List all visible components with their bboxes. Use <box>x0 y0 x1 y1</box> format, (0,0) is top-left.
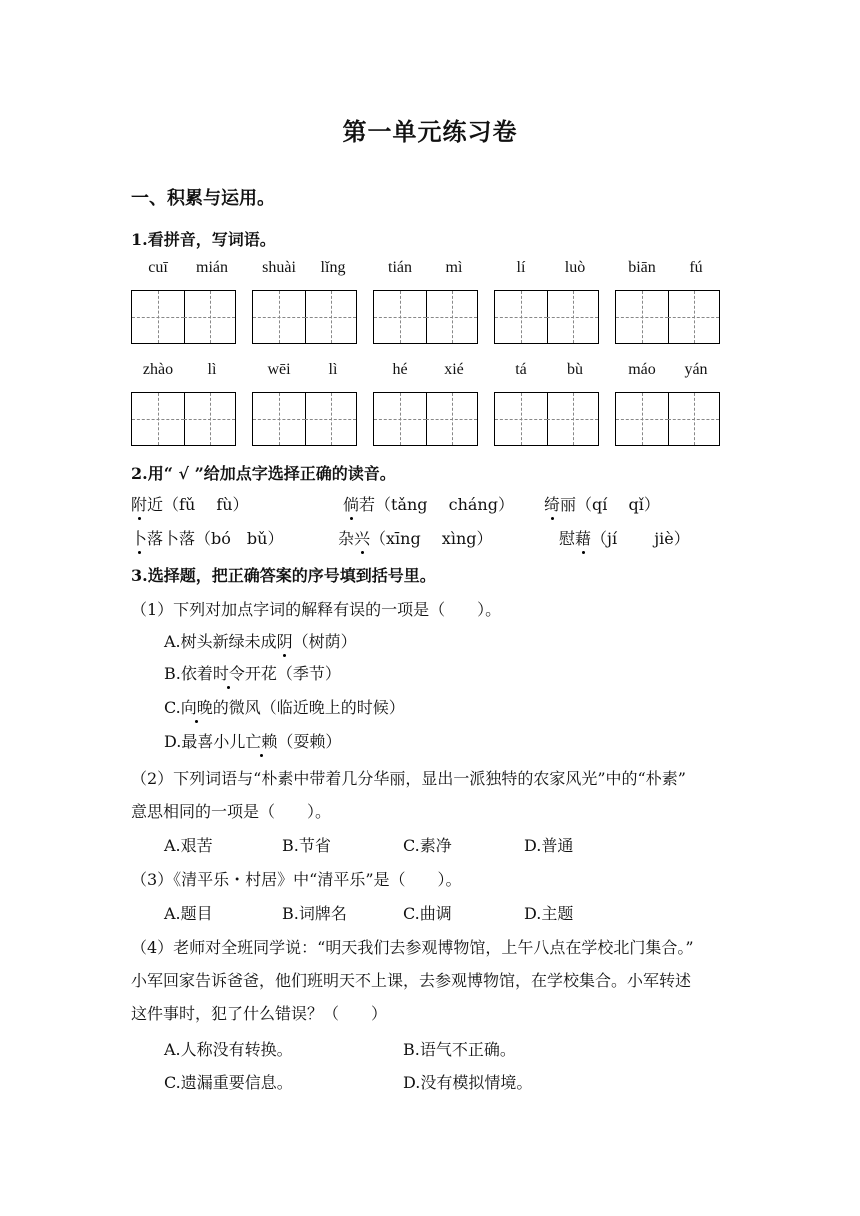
writing-box-7[interactable] <box>252 392 357 446</box>
pinyin-7: wēi lì <box>267 361 338 378</box>
q3-4-stem-line3: 这件事时，犯了什么错误？（ ） <box>131 1004 388 1023</box>
q3-4-option-b[interactable]: B.语气不正确。 <box>403 1040 516 1059</box>
q3-1-option-d[interactable]: D.最喜小儿亡赖（耍赖） <box>164 729 341 752</box>
q3-3-option-b[interactable]: B.词牌名 <box>282 904 347 923</box>
q3-3-option-c[interactable]: C.曲调 <box>403 904 452 923</box>
pinyin-10: máo yán <box>628 361 708 378</box>
q3-4-stem-line2: 小军回家告诉爸爸，他们班明天不上课，去参观博物馆，在学校集合。小军转述 <box>131 971 692 990</box>
q2-item-1: 附近（fǔ fù） <box>131 492 249 515</box>
writing-box-1[interactable] <box>131 290 236 344</box>
q2-item-4: 卜落卜落（bó bǔ） <box>131 526 283 549</box>
q2-item-2: 倘若（tǎng cháng） <box>343 492 514 515</box>
q3-1-option-b[interactable]: B.依着时令开花（季节） <box>164 661 341 684</box>
section-heading: 一、积累与运用。 <box>131 188 275 209</box>
q2-heading: 2.用“ √ ”给加点字选择正确的读音。 <box>131 464 396 483</box>
writing-box-2[interactable] <box>252 290 357 344</box>
writing-box-6[interactable] <box>131 392 236 446</box>
pinyin-5: biān fú <box>628 259 703 276</box>
q3-1-option-c[interactable]: C.向晚的微风（临近晚上的时候） <box>164 695 405 718</box>
writing-box-4[interactable] <box>494 290 599 344</box>
q3-heading: 3.选择题，把正确答案的序号填到括号里。 <box>131 566 436 585</box>
q2-item-5: 杂兴（xīng xìng） <box>338 526 493 549</box>
pinyin-3: tián mì <box>388 259 463 276</box>
pinyin-9: tá bù <box>515 361 583 378</box>
q3-2-stem-line1: （2）下列词语与“朴素中带着几分华丽，显出一派独特的农家风光”中的“朴素” <box>131 769 686 788</box>
q3-3-option-d[interactable]: D.主题 <box>524 904 574 923</box>
pinyin-2: shuài lǐng <box>262 259 346 276</box>
pinyin-6: zhào lì <box>142 361 217 378</box>
q3-2-option-d[interactable]: D.普通 <box>524 836 574 855</box>
q3-4-option-d[interactable]: D.没有模拟情境。 <box>403 1073 533 1092</box>
q3-2-option-c[interactable]: C.素净 <box>403 836 452 855</box>
q3-4-option-a[interactable]: A.人称没有转换。 <box>164 1040 293 1059</box>
page-title: 第一单元练习卷 <box>342 117 518 146</box>
writing-box-5[interactable] <box>615 290 720 344</box>
writing-box-10[interactable] <box>615 392 720 446</box>
q3-1-stem: （1）下列对加点字词的解释有误的一项是（ ）。 <box>131 600 502 619</box>
q3-4-stem-line1: （4）老师对全班同学说：“明天我们去参观博物馆，上午八点在学校北门集合。” <box>131 938 694 957</box>
writing-box-9[interactable] <box>494 392 599 446</box>
q3-4-option-c[interactable]: C.遗漏重要信息。 <box>164 1073 293 1092</box>
pinyin-4: lí luò <box>516 259 586 276</box>
pinyin-8: hé xié <box>392 361 464 378</box>
q3-3-stem: （3）《清平乐・村居》中“清平乐”是（ ）。 <box>131 870 462 889</box>
q2-item-3: 绮丽（qí qǐ） <box>544 492 660 515</box>
pinyin-1: cuī mián <box>148 259 228 276</box>
q3-3-option-a[interactable]: A.题目 <box>164 904 213 923</box>
q2-item-6: 慰藉（jí jiè） <box>559 526 690 549</box>
q3-1-option-a[interactable]: A.树头新绿未成阴（树荫） <box>164 629 357 652</box>
q3-2-option-b[interactable]: B.节省 <box>282 836 331 855</box>
q1-heading: 1.看拼音，写词语。 <box>131 230 276 249</box>
q3-2-option-a[interactable]: A.艰苦 <box>164 836 213 855</box>
writing-box-3[interactable] <box>373 290 478 344</box>
q3-2-stem-line2: 意思相同的一项是（ ）。 <box>131 802 332 821</box>
writing-box-8[interactable] <box>373 392 478 446</box>
